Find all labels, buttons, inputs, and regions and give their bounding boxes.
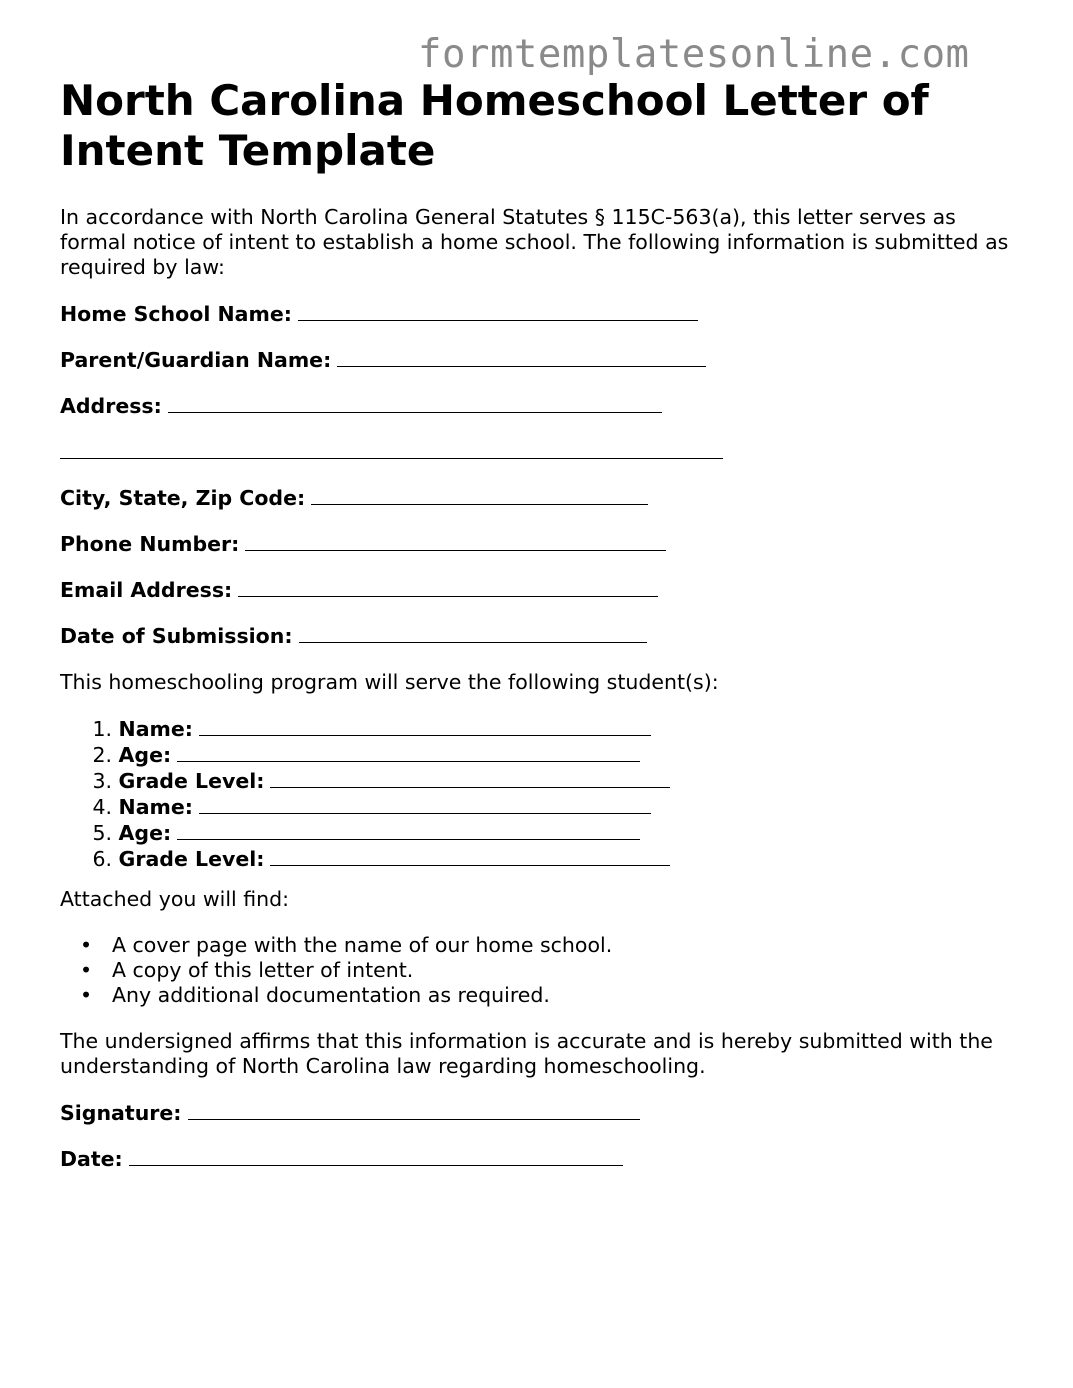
city-state-zip-field — [60, 485, 648, 511]
phone-number-line[interactable] — [245, 531, 666, 551]
list-item — [60, 820, 670, 846]
address-line-2[interactable] — [60, 439, 723, 459]
student-age-line[interactable] — [177, 820, 640, 840]
document-title: North Carolina Homeschool Letter of Intent Template — [60, 76, 929, 175]
phone-number-field — [60, 531, 666, 557]
date-of-submission-field — [60, 623, 647, 649]
home-school-name-label: Home School Name: — [60, 302, 292, 326]
address-field — [60, 393, 662, 419]
home-school-name-field — [60, 301, 698, 327]
parent-guardian-name-field — [60, 347, 706, 373]
student-name-line[interactable] — [199, 716, 651, 736]
date-line[interactable] — [129, 1146, 623, 1166]
bullet-icon: • — [79, 983, 93, 1007]
bullet-icon: • — [79, 933, 93, 957]
list-item — [60, 716, 670, 742]
student-field-label: Name: — [118, 795, 193, 819]
attachment-text: Any additional documentation as required. — [112, 983, 550, 1007]
phone-number-label: Phone Number: — [60, 532, 240, 556]
list-item — [60, 846, 670, 872]
student-field-label: Age: — [118, 821, 172, 845]
list-number: 5. — [92, 821, 112, 845]
parent-guardian-name-line[interactable] — [337, 347, 706, 367]
list-number: 3. — [92, 769, 112, 793]
address-label: Address: — [60, 394, 162, 418]
signature-field — [60, 1100, 640, 1126]
student-name-line[interactable] — [199, 794, 651, 814]
city-state-zip-line[interactable] — [311, 485, 648, 505]
list-item — [60, 983, 612, 1008]
student-age-line[interactable] — [177, 742, 640, 762]
signature-line[interactable] — [188, 1100, 640, 1120]
attachment-text: A copy of this letter of intent. — [112, 958, 414, 982]
date-field — [60, 1146, 623, 1172]
student-grade-line[interactable] — [270, 768, 670, 788]
email-address-label: Email Address: — [60, 578, 233, 602]
students-list — [60, 716, 670, 872]
attachment-text: A cover page with the name of our home school. — [112, 933, 613, 957]
student-field-label: Grade Level: — [118, 769, 265, 793]
list-number: 4. — [92, 795, 112, 819]
list-item — [60, 742, 670, 768]
list-item — [60, 958, 612, 983]
list-number: 1. — [92, 717, 112, 741]
date-label: Date: — [60, 1147, 123, 1171]
intro-paragraph: In accordance with North Carolina General Statutes § 115C-563(a), this letter serves as formal notice of intent to establish a home school. The following information is submitted as required by law: — [60, 205, 1009, 279]
home-school-name-line[interactable] — [298, 301, 698, 321]
list-item — [60, 768, 670, 794]
list-item — [60, 794, 670, 820]
affirmation-paragraph: The undersigned affirms that this information is accurate and is hereby submitted with the understanding of North Carolina law regarding homeschooling. — [60, 1029, 993, 1078]
bullet-icon: • — [79, 958, 93, 982]
student-grade-line[interactable] — [270, 846, 670, 866]
address-line-2-field — [60, 439, 723, 465]
list-item — [60, 933, 612, 958]
list-number: 2. — [92, 743, 112, 767]
attachments-list — [60, 933, 612, 1008]
watermark: formtemplatesonline.com — [418, 32, 970, 77]
date-of-submission-line[interactable] — [299, 623, 647, 643]
list-number: 6. — [92, 847, 112, 871]
address-line-1[interactable] — [168, 393, 662, 413]
student-field-label: Age: — [118, 743, 172, 767]
date-of-submission-label: Date of Submission: — [60, 624, 293, 648]
students-intro: This homeschooling program will serve the following student(s): — [60, 670, 719, 694]
parent-guardian-name-label: Parent/Guardian Name: — [60, 348, 332, 372]
attached-intro: Attached you will find: — [60, 887, 290, 911]
student-field-label: Name: — [118, 717, 193, 741]
signature-label: Signature: — [60, 1101, 182, 1125]
student-field-label: Grade Level: — [118, 847, 265, 871]
email-address-line[interactable] — [238, 577, 658, 597]
email-address-field — [60, 577, 658, 603]
city-state-zip-label: City, State, Zip Code: — [60, 486, 306, 510]
